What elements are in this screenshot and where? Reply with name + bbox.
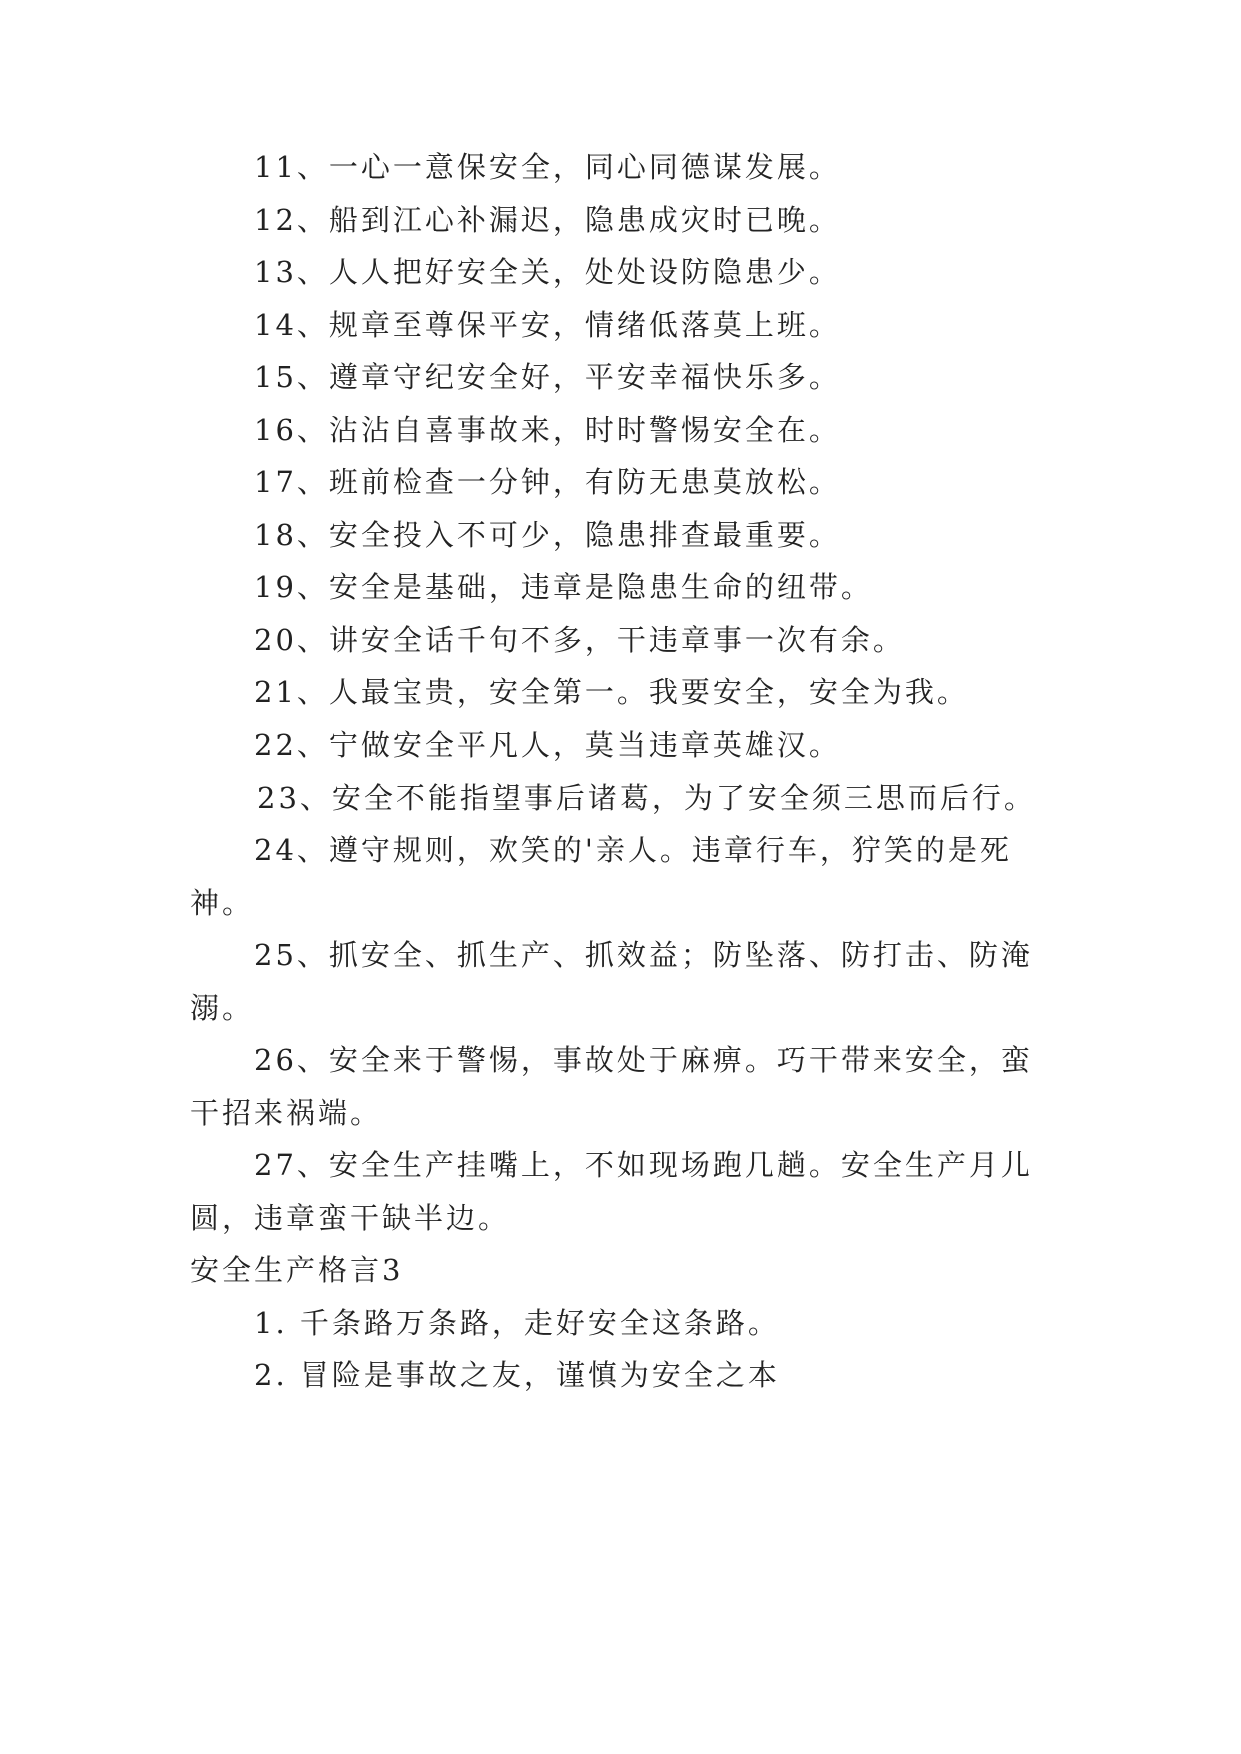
slogan-line-14: 14、规章至尊保平安，情绪低落莫上班。	[254, 308, 841, 342]
slogan-line-16: 16、沾沾自喜事故来，时时警惕安全在。	[254, 413, 841, 447]
slogan-line-12: 12、船到江心补漏迟，隐患成灾时已晚。	[254, 203, 841, 237]
slogan-line-27-cont: 圆，违章蛮干缺半边。	[190, 1201, 511, 1235]
slogan-line-21: 21、人最宝贵，安全第一。我要安全，安全为我。	[254, 675, 969, 709]
slogan-line-25-cont: 溺。	[190, 991, 255, 1025]
slogan-line-11: 11、一心一意保安全，同心同德谋发展。	[254, 150, 841, 184]
slogan-line-25: 25、抓安全、抓生产、抓效益；防坠落、防打击、防淹	[254, 938, 1033, 972]
slogan-line-26-cont: 干招来祸端。	[190, 1096, 383, 1130]
slogan-line-22: 22、宁做安全平凡人，莫当违章英雄汉。	[254, 728, 841, 762]
slogan-line-24: 24、遵守规则，欢笑的'亲人。违章行车，狞笑的是死	[254, 833, 1012, 867]
slogan-line-20: 20、讲安全话千句不多，干违章事一次有余。	[254, 623, 905, 657]
section-heading: 安全生产格言3	[190, 1253, 404, 1287]
slogan-line-19: 19、安全是基础，违章是隐患生命的纽带。	[254, 570, 873, 604]
slogan-line-27: 27、安全生产挂嘴上，不如现场跑几趟。安全生产月儿	[254, 1148, 1033, 1182]
slogan-line-15: 15、遵章守纪安全好，平安幸福快乐多。	[254, 360, 841, 394]
slogan-line-26: 26、安全来于警惕，事故处于麻痹。巧干带来安全，蛮	[254, 1043, 1033, 1077]
slogan-line-23: 23、安全不能指望事后诸葛，为了安全须三思而后行。	[257, 781, 1036, 815]
slogan-line-24-cont: 神。	[190, 886, 255, 920]
slogan-line-17: 17、班前检查一分钟，有防无患莫放松。	[254, 465, 841, 499]
slogan-line-13: 13、人人把好安全关，处处设防隐患少。	[254, 255, 841, 289]
item-line-1: 1. 千条路万条路，走好安全这条路。	[254, 1306, 780, 1340]
item-line-2: 2. 冒险是事故之友，谨慎为安全之本	[254, 1358, 780, 1392]
slogan-line-18: 18、安全投入不可少，隐患排查最重要。	[254, 518, 841, 552]
